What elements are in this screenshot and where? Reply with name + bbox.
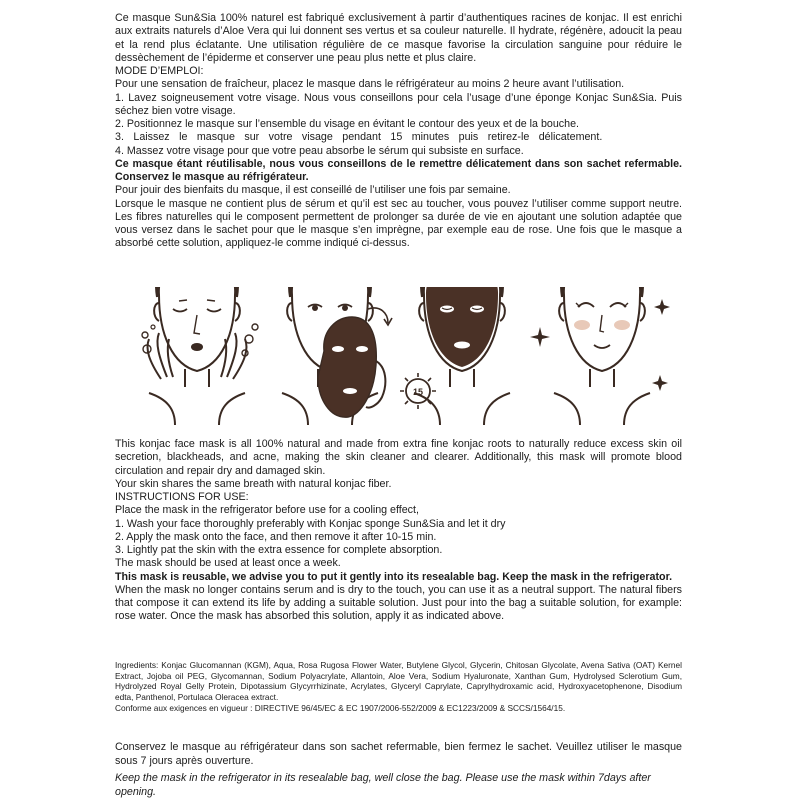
- compliance-statement: Conforme aux exigences en vigueur : DIRECTIVE 96/45/EC & EC 1907/2006-552/2009 & EC1223/2009 & SCCS/1564/15.: [115, 702, 566, 713]
- french-step-3: 3. Laissez le masque sur votre visage pendant 15 minutes puis retirez-le délicatement.: [115, 131, 603, 144]
- french-reuse-bold: Ce masque étant réutilisable, nous vous conseillons de le remettre délicatement dans son sachet refermable. Conservez le masque au réfrigérateur.: [115, 157, 682, 183]
- washing-face-icon: [142, 287, 258, 425]
- english-reuse-bold: This mask is reusable, we advise you to put it gently into its resealable bag. Keep the mask in the refrigerator.: [115, 570, 673, 583]
- ingredients-section: [115, 660, 682, 714]
- french-frequency: Pour jouir des bienfaits du masque, il est conseillé de l’utiliser une fois par semaine.: [115, 184, 511, 197]
- english-frequency: The mask should be used at least once a week.: [115, 557, 341, 570]
- wearing-mask-icon: [400, 287, 510, 425]
- svg-text:15: 15: [412, 387, 424, 397]
- storage-notice-french: Conservez le masque au réfrigérateur dans son sachet refermable, bien fermez le sachet. Veuillez utiliser le masque sous 7 jours après ouverture.: [115, 741, 682, 767]
- applying-mask-icon: [282, 287, 392, 425]
- french-step-2: 2. Positionnez le masque sur l’ensemble du visage en évitant le contour des yeux et de la bouche.: [115, 118, 580, 130]
- english-step-3: 3. Lightly pat the skin with the extra essence for complete absorption.: [115, 544, 443, 556]
- english-tagline: Your skin shares the same breath with natural konjac fiber.: [115, 477, 392, 490]
- french-instructions: [115, 12, 682, 251]
- usage-illustrations: [140, 287, 670, 427]
- french-intro: Ce masque Sun&Sia 100% naturel est fabriqué exclusivement à partir d’authentiques racines de konjac. Il est enrichi aux extraits naturels d’Aloe Vera qui lui donnent ses vertus et sa couleur naturelle. Il hydrate, régénère, adoucit la peau et la rend plus éclatante. Une utilisation régulière de ce masque favorise la circulation sanguine pour réduire le dessèchement de l’épiderme et conserver une peau plus nette et plus claire.: [115, 12, 682, 64]
- french-reuse-note: Lorsque le masque ne contient plus de sérum et qu’il est sec au toucher, vous pouvez l’utiliser comme support neutre. Les fibres naturelles qui le composent permettent de prolonger sa durée de vie en ajoutant une solution adaptée que vous versez dans le sachet pour que le masque s’en imprègne, par exemple eau de rose. Une fois que le masque a absorbé cette solution, appliquez-le comme indiqué ci-dessus.: [115, 197, 682, 250]
- english-reuse-note: When the mask no longer contains serum and is dry to the touch, you can use it as a neutral support. The natural fibers that compose it can extend its life by adding a suitable solution. Just pour into the bag a suitable solution, for example: rose water. Once the mask has absorbed this solution, apply it as indicated above.: [115, 583, 682, 623]
- english-intro: This konjac face mask is all 100% natural and made from extra fine konjac roots to naturally reduce excess skin oil secretion, blackheads, and acne, making the skin cleaner and clearer. Additionally, this mask will promote blood circulation and repair dry and damaged skin.: [115, 438, 682, 477]
- ingredients-list: Ingredients: Konjac Glucomannan (KGM), Aqua, Rosa Rugosa Flower Water, Butylene Glycol, Glycerin, Chitosan Glycolate, Avena Sativa (OAT) Kernel Extract, Jojoba oil PEG, Glycomannan, Sodium Polyacrylate, Allantoin, Aloe Vera, Sodium Hyaluronate, Xanthan Gum, Hydrolysed Sclerotium Gum, Hydrolyzed Royal Gelly Protein, Dipotassium Glycyrrhizinate, Acrylates, Glyceryl Caprylate, Caprylhydroxamic acid, Hydroxyacetophenone, Disodium edta, Panthenol, Portulaca Oleracea extract.: [115, 660, 682, 703]
- english-step-2: 2. Apply the mask onto the face, and then remove it after 10-15 min.: [115, 530, 437, 543]
- storage-notice: [115, 741, 682, 799]
- glowing-skin-icon: [530, 287, 670, 425]
- french-step-1: 1. Lavez soigneusement votre visage. Nous vous conseillons pour cela l’usage d’une éponge Konjac Sun&Sia. Puis séchez bien votre visage.: [115, 91, 682, 117]
- french-prep: Pour une sensation de fraîcheur, placez le masque dans le réfrigérateur au moins 2 heure avant l’utilisation.: [115, 78, 625, 91]
- english-heading: INSTRUCTIONS FOR USE:: [115, 491, 249, 503]
- english-instructions: [115, 438, 682, 624]
- english-prep: Place the mask in the refrigerator before use for a cooling effect,: [115, 504, 419, 517]
- french-step-4: 4. Massez votre visage pour que votre peau absorbe le sérum qui subsiste en surface.: [115, 144, 524, 157]
- french-heading: MODE D’EMPLOI:: [115, 65, 204, 77]
- storage-notice-english: Keep the mask in the refrigerator in its resealable bag, well close the bag. Please use the mask within 7days after opening.: [115, 772, 651, 798]
- english-step-1: 1. Wash your face thoroughly preferably with Konjac sponge Sun&Sia and let it dry: [115, 517, 506, 530]
